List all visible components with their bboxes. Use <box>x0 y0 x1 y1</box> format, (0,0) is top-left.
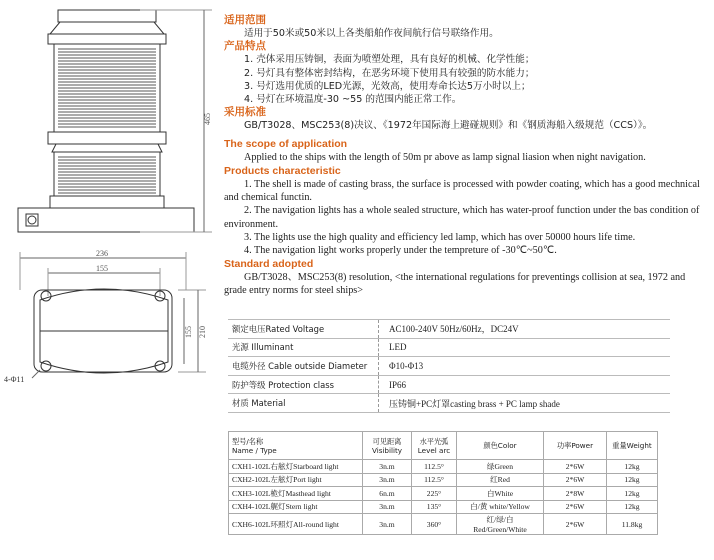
model-name: CXH2-102L左舷灯Port light <box>229 473 363 487</box>
model-visibility: 3n.m <box>363 500 412 514</box>
standard-cn-text: GB/T3028、MSC253(8)决议、《1972年国际海上避碰规则》和《钢质海船入级规范（CCS）》。 <box>244 120 653 132</box>
model-name: CXH4-102L艉灯Stern light <box>229 500 363 514</box>
dim-side-outer-label: 210 <box>198 326 207 338</box>
standard-en-text: GB/T3028、MSC253(8) resolution, <the international regulations for preventings collision at sea, 1972 and grade entry norms for steel ships> <box>224 272 686 297</box>
model-power: 2*6W <box>544 460 607 474</box>
dim-width-inner-label: 155 <box>96 264 108 273</box>
model-color: 白White <box>457 487 544 501</box>
spec-row <box>228 394 670 413</box>
model-name: CXH3-102L桅灯Masthead light <box>229 487 363 501</box>
features-cn-heading: 产品特点 <box>224 40 266 53</box>
model-weight: 12kg <box>607 460 658 474</box>
model-visibility: 3n.m <box>363 514 412 535</box>
model-weight: 12kg <box>607 500 658 514</box>
model-weight: 12kg <box>607 487 658 501</box>
spec-row <box>228 375 670 394</box>
features-cn-item: 4. 号灯在环境温度-30 ~55 的范围内能正常工作。 <box>244 94 462 106</box>
features-en-heading: Products characteristic <box>224 164 341 177</box>
model-arc: 360° <box>412 514 457 535</box>
dim-width-outer-label: 236 <box>96 249 108 258</box>
model-color: 红/绿/白 Red/Green/White <box>457 514 544 535</box>
scope-en-text: Applied to the ships with the length of 50m pr above as lamp signal liasion when night navigation. <box>244 151 646 163</box>
spec-value: Φ10-Φ13 <box>379 357 671 376</box>
description-column <box>224 14 710 298</box>
spec-label: 光源 Illuminant <box>228 338 379 357</box>
features-en-item: 3. The lights use the high quality and efficiency led lamp, which has over 50000 hours life time. <box>244 231 636 243</box>
technical-drawing <box>0 0 222 555</box>
features-cn-item: 3. 号灯选用优质的LED光源，光效高，使用寿命长达5万小时以上； <box>244 80 531 92</box>
table-row <box>229 514 658 535</box>
spec-value: LED <box>379 338 671 357</box>
scope-cn-heading: 适用范围 <box>224 14 266 26</box>
model-arc: 135° <box>412 500 457 514</box>
models-table <box>228 431 658 535</box>
model-visibility: 6n.m <box>363 487 412 501</box>
model-arc: 225° <box>412 487 457 501</box>
lamp-drawing <box>0 0 222 555</box>
model-color: 白/黄 white/Yellow <box>457 500 544 514</box>
table-row <box>229 500 658 514</box>
header-color: 颜色Color <box>457 432 544 460</box>
model-power: 2*8W <box>544 487 607 501</box>
spec-label: 防护等级 Protection class <box>228 375 379 394</box>
models-header-row <box>229 432 658 460</box>
table-row <box>229 460 658 474</box>
dim-height-label: 465 <box>203 113 212 125</box>
hole-label: 4-Φ11 <box>4 375 25 384</box>
features-cn-item: 1. 壳体采用压铸铜，表面为喷塑处理，具有良好的机械、化学性能； <box>244 54 535 66</box>
model-arc: 112.5° <box>412 460 457 474</box>
header-name-type: 型号/名称 Name / Type <box>229 432 363 460</box>
features-en-item: 2. The navigation lights has a whole sealed structure, which has water-proof function under the bas condition of environment. <box>224 205 700 230</box>
model-power: 2*6W <box>544 514 607 535</box>
model-name: CXH6-102L环照灯All-round light <box>229 514 363 535</box>
table-row <box>229 473 658 487</box>
spec-value: 压铸铜+PC灯罩casting brass + PC lamp shade <box>379 394 671 413</box>
header-weight: 重量Weight <box>607 432 658 460</box>
header-level-arc: 水平光弧 Level arc <box>412 432 457 460</box>
spec-row <box>228 338 670 357</box>
dim-side-inner-label: 155 <box>184 326 193 338</box>
model-color: 红Red <box>457 473 544 487</box>
scope-cn-text: 适用于50米或50米以上各类船舶作夜间航行信号联络作用。 <box>244 28 499 39</box>
spec-label: 电缆外径 Cable outside Diameter <box>228 357 379 376</box>
spec-value: IP66 <box>379 375 671 394</box>
model-visibility: 3n.m <box>363 460 412 474</box>
model-weight: 12kg <box>607 473 658 487</box>
header-visibility: 可见距离 Visibility <box>363 432 412 460</box>
model-power: 2*6W <box>544 473 607 487</box>
standard-cn-heading: 采用标准 <box>224 106 266 119</box>
spec-label: 材质 Material <box>228 394 379 413</box>
spec-row <box>228 320 670 339</box>
model-color: 绿Green <box>457 460 544 474</box>
model-name: CXH1-102L右舷灯Starboard light <box>229 460 363 474</box>
standard-en-heading: Standard adopted <box>224 258 314 271</box>
model-weight: 11.8kg <box>607 514 658 535</box>
table-row <box>229 487 658 501</box>
features-cn-item: 2. 号灯具有整体密封结构，在恶劣环境下使用具有较强的防水能力； <box>244 67 535 79</box>
header-power: 功率Power <box>544 432 607 460</box>
model-visibility: 3n.m <box>363 473 412 487</box>
features-en-item: 1. The shell is made of casting brass, the surface is processed with powder coating, which has a good mechnical and chemical functin. <box>224 178 700 204</box>
spec-table <box>228 319 670 413</box>
features-en-item: 4. The navigation light works properly under the tempreture of -30℃~50℃. <box>244 245 557 256</box>
lamp-top-cap <box>58 10 156 22</box>
spec-row <box>228 357 670 376</box>
scope-en-heading: The scope of application <box>224 137 348 150</box>
model-arc: 112.5° <box>412 473 457 487</box>
spec-label: 额定电压Rated Voltage <box>228 320 379 339</box>
spec-value: AC100-240V 50Hz/60Hz，DC24V <box>379 320 671 339</box>
model-power: 2*6W <box>544 500 607 514</box>
